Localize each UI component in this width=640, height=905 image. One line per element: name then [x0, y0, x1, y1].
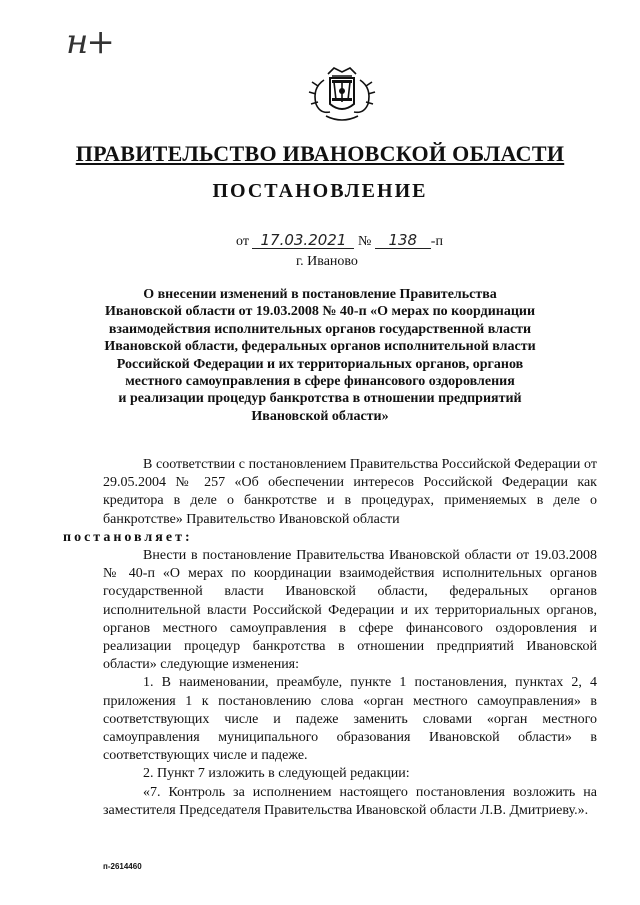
document-heading	[60, 286, 580, 425]
document-code: п-2614460	[103, 862, 142, 871]
body-paragraph-item-2: 2. Пункт 7 изложить в следующей редакции:	[143, 766, 410, 782]
heading-line: Ивановской области, федеральных органов исполнительной власти	[104, 339, 536, 355]
coat-of-arms-emblem	[306, 64, 378, 126]
date-from-label: от	[236, 234, 249, 249]
document-body	[63, 456, 597, 820]
body-paragraph-item-1: 1. В наименовании, преамбуле, пункте 1 постановления, пунктах 2, 4 приложения 1 к постановлению слова «орган местного самоуправления» в соответствующих числе и падеже заменить словами «орган местного самоуправления муниципального образования Ивановской области» в соответствующих числе и падеже.	[103, 675, 597, 764]
date-number-line	[236, 233, 443, 250]
body-paragraph-quote: «7. Контроль за исполнением настоящего постановления возложить на заместителя Председателя Правительства Ивановской области Л.В. Дмитриеву.».	[103, 784, 597, 818]
heading-line: местного самоуправления в сфере финансового оздоровления	[125, 374, 515, 390]
number-suffix: -п	[430, 234, 443, 249]
government-title: ПРАВИТЕЛЬСТВО ИВАНОВСКОЙ ОБЛАСТИ	[75, 141, 565, 166]
heading-line: и реализации процедур банкротства в отношении предприятий	[118, 391, 522, 407]
handwritten-note: н+	[66, 22, 113, 62]
number-label: №	[357, 234, 372, 249]
preamble-text: В соответствии с постановлением Правительства Российской Федерации от 29.05.2004 № 257 «Об обеспечении интересов Российской Федерации как кредитора в деле о банкротстве и в процедурах, применяемых в деле о банкротстве» Правительство Ивановской области	[103, 457, 597, 527]
city-name: г. Иваново	[296, 254, 358, 269]
heading-line: Ивановской области»	[251, 408, 389, 424]
document-type-title: ПОСТАНОВЛЕНИЕ	[212, 180, 428, 202]
heading-line: взаимодействия исполнительных органов государственной власти	[108, 321, 532, 337]
heading-line: Ивановской области от 19.03.2008 № 40-п «О мерах по координации	[104, 304, 536, 320]
heading-line: О внесении изменений в постановление Правительства	[143, 287, 497, 302]
body-paragraph-amend: Внести в постановление Правительства Ивановской области от 19.03.2008 № 40-п «О мерах по координации взаимодействия исполнительных органов государственной власти Ивановской области, федеральных органов исполнительной власти Российской Федерации и их территориальных органов, органов местного самоуправления в сфере финансового оздоровления и реализации процедур банкротства в отношении предприятий Ивановской области» следующие изменения:	[103, 548, 597, 673]
heading-line: Российской Федерации и их территориальных органов, органов	[116, 356, 524, 372]
body-paragraph-preamble	[63, 456, 597, 547]
handwritten-number: 138	[375, 233, 431, 249]
resolves-keyword: постановляет:	[63, 529, 193, 545]
handwritten-date: 17.03.2021	[252, 233, 354, 249]
